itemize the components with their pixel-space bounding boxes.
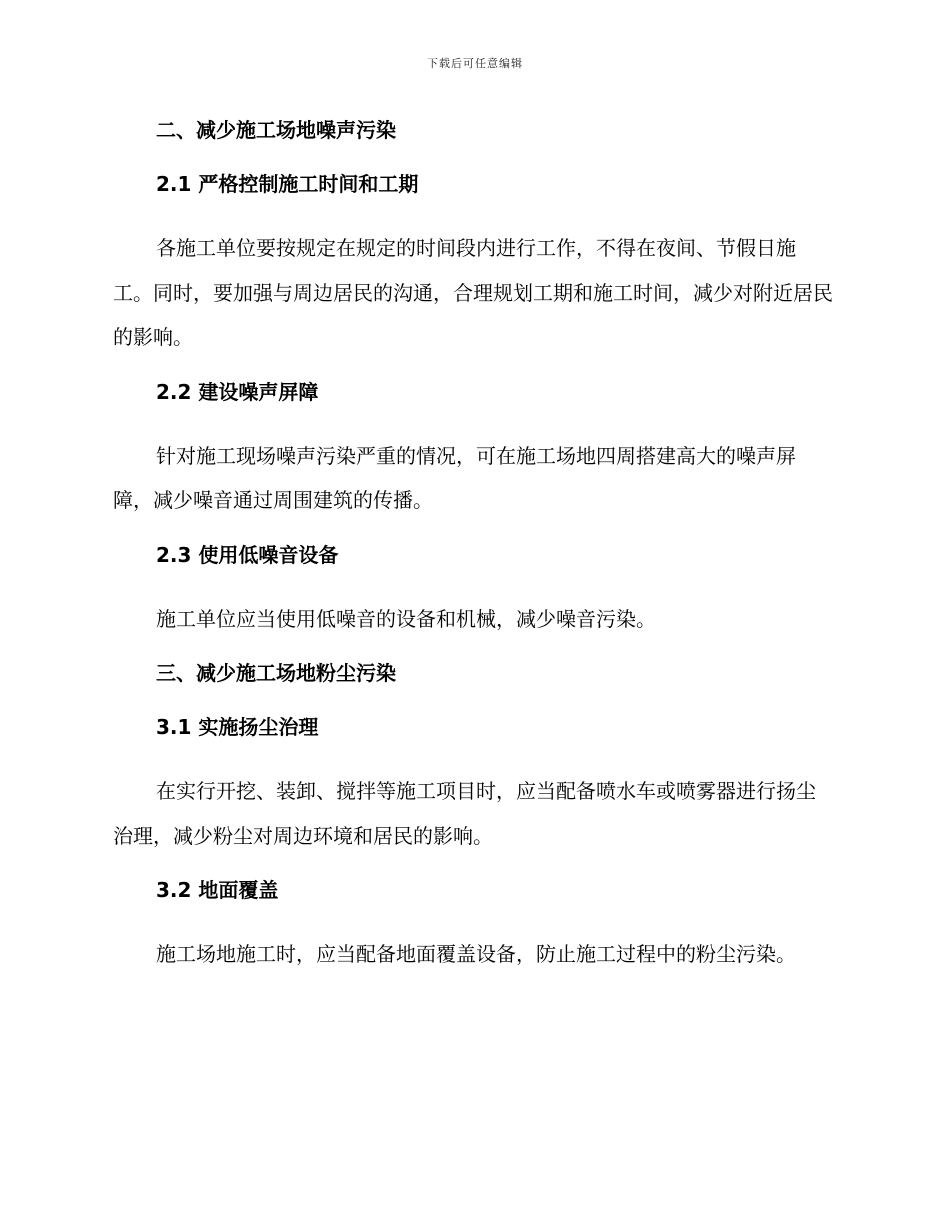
section-heading-3: 三、减少施工场地粉尘污染 — [156, 661, 396, 685]
subsection-heading-2-3: 2.3 使用低噪音设备 — [156, 542, 339, 567]
paragraph-2-1: 各施工单位要按规定在规定的时间段内进行工作，不得在夜间、节假日施工。同时，要加强与周边居民的沟通，合理规划工期和施工时间，减少对附近居民的影响。 — [113, 236, 833, 349]
subsection-heading-2-1: 2.1 严格控制施工时间和工期 — [156, 172, 419, 196]
paragraph-3-2: 施工场地施工时，应当配备地面覆盖设备，防止施工过程中的粉尘污染。 — [156, 942, 796, 966]
document-body — [113, 114, 835, 977]
subsection-heading-3-1: 3.1 实施扬尘治理 — [156, 715, 319, 739]
paragraph-2-2: 针对施工现场噪声污染严重的情况，可在施工场地四周搭建高大的噪声屏障，减少噪音通过周围建筑的传播。 — [113, 443, 796, 512]
subsection-heading-2-2: 2.2 建设噪声屏障 — [156, 379, 319, 404]
subsection-heading-3-2: 3.2 地面覆盖 — [156, 878, 279, 902]
paragraph-2-3: 施工单位应当使用低噪音的设备和机械，减少噪音污染。 — [156, 606, 656, 631]
page-header: 下载后可任意编辑 — [427, 57, 523, 70]
paragraph-3-1: 在实行开挖、装卸、搅拌等施工项目时，应当配备喷水车或喷雾器进行扬尘治理，减少粉尘对周边环境和居民的影响。 — [113, 779, 816, 848]
section-heading-2: 二、减少施工场地噪声污染 — [156, 118, 396, 142]
